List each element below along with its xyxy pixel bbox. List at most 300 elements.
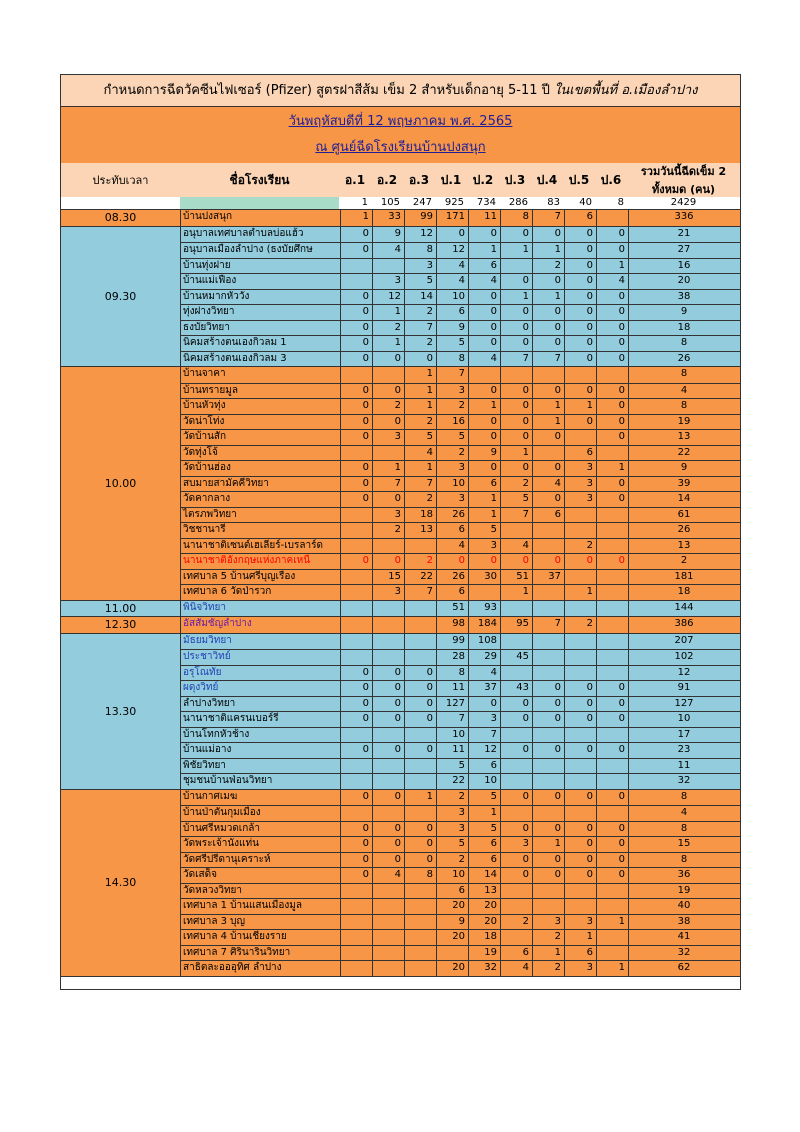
row-total-cell: 20 bbox=[628, 274, 739, 289]
row-total-cell: 8 bbox=[628, 853, 739, 868]
count-cell: 0 bbox=[340, 399, 372, 414]
time-slot-group bbox=[61, 366, 740, 600]
count-cell bbox=[372, 539, 404, 554]
count-cell: 0 bbox=[500, 554, 532, 569]
count-cell bbox=[596, 930, 628, 945]
school-name-cell: เทศบาล 5 บ้านศรีบุญเรือง bbox=[183, 570, 296, 582]
count-cell: 0 bbox=[372, 384, 404, 399]
count-cell: 0 bbox=[596, 290, 628, 305]
count-cell: 0 bbox=[340, 492, 372, 507]
count-cell: 1 bbox=[404, 399, 436, 414]
count-cell: 1 bbox=[404, 367, 436, 383]
count-cell: 10 bbox=[436, 868, 468, 883]
count-cell: 4 bbox=[500, 539, 532, 554]
col-total: รวมวันนี้ฉีดเข็ม 2 ทั้งหมด (คน) bbox=[640, 165, 727, 196]
count-cell: 0 bbox=[436, 554, 468, 569]
count-cell: 1 bbox=[532, 415, 564, 430]
count-cell bbox=[500, 601, 532, 617]
count-cell: 6 bbox=[564, 210, 596, 226]
count-cell bbox=[372, 650, 404, 665]
school-name-cell: ชุมชนบ้านฟ่อนวิทยา bbox=[183, 775, 273, 786]
count-cell: 0 bbox=[500, 399, 532, 414]
school-name-cell: บ้านกาศเมฆ bbox=[183, 790, 238, 802]
row-total-cell: 27 bbox=[628, 243, 739, 258]
count-cell: 5 bbox=[468, 523, 500, 538]
school-name-cell: ผดุงวิทย์ bbox=[183, 682, 219, 693]
count-cell: 4 bbox=[436, 259, 468, 274]
count-cell: 0 bbox=[468, 384, 500, 399]
count-cell bbox=[564, 601, 596, 617]
count-cell bbox=[564, 367, 596, 383]
count-cell: 3 bbox=[436, 806, 468, 821]
count-cell: 2 bbox=[404, 554, 436, 569]
school-name-cell: วัดบ้านสัก bbox=[183, 431, 227, 442]
count-cell: 6 bbox=[468, 759, 500, 774]
row-total-cell: 26 bbox=[628, 352, 739, 367]
count-cell: 1 bbox=[468, 243, 500, 258]
count-cell bbox=[372, 446, 404, 461]
count-cell: 3 bbox=[564, 477, 596, 492]
count-cell bbox=[564, 508, 596, 523]
table-row bbox=[181, 727, 741, 743]
school-name-cell: สาธิตละอออุทิศ ลำปาง bbox=[183, 962, 282, 973]
count-cell: 0 bbox=[372, 712, 404, 727]
table-row bbox=[181, 773, 741, 789]
count-cell: 3 bbox=[372, 585, 404, 600]
count-cell: 7 bbox=[532, 352, 564, 367]
time-slot-label: 08.30 bbox=[61, 210, 181, 226]
count-cell: 0 bbox=[340, 305, 372, 320]
count-cell bbox=[340, 446, 372, 461]
count-cell: 1 bbox=[468, 806, 500, 821]
count-cell: 0 bbox=[596, 477, 628, 492]
count-cell: 0 bbox=[564, 384, 596, 399]
count-cell: 0 bbox=[340, 666, 372, 681]
count-cell: 5 bbox=[436, 336, 468, 351]
table-row bbox=[181, 289, 741, 305]
count-cell: 0 bbox=[564, 305, 596, 320]
count-cell: 18 bbox=[468, 930, 500, 945]
count-cell: 1 bbox=[468, 508, 500, 523]
count-cell: 1 bbox=[500, 446, 532, 461]
count-cell: 4 bbox=[436, 539, 468, 554]
count-cell: 1 bbox=[372, 305, 404, 320]
row-total-cell: 62 bbox=[628, 961, 739, 976]
school-name-cell: วัดเสด็จ bbox=[183, 869, 217, 880]
column-header-row bbox=[61, 163, 740, 197]
count-cell bbox=[532, 523, 564, 538]
count-cell: 0 bbox=[500, 430, 532, 445]
count-cell: 1 bbox=[532, 946, 564, 961]
count-cell: 0 bbox=[596, 868, 628, 883]
count-cell bbox=[372, 259, 404, 274]
count-cell: 7 bbox=[500, 508, 532, 523]
count-cell: 0 bbox=[500, 305, 532, 320]
count-cell: 1 bbox=[468, 492, 500, 507]
count-cell: 0 bbox=[404, 681, 436, 696]
time-slot-label: 11.00 bbox=[61, 601, 181, 617]
count-cell: 2 bbox=[372, 321, 404, 336]
count-cell bbox=[532, 367, 564, 383]
row-total-cell: 4 bbox=[628, 806, 739, 821]
row-total-cell: 11 bbox=[628, 759, 739, 774]
time-slot-label: 12.30 bbox=[61, 617, 181, 633]
count-cell: 4 bbox=[404, 446, 436, 461]
count-cell: 7 bbox=[532, 210, 564, 226]
count-cell bbox=[404, 930, 436, 945]
col-p3: ป.3 bbox=[504, 172, 526, 187]
count-cell bbox=[340, 617, 372, 633]
count-cell: 0 bbox=[468, 321, 500, 336]
count-cell: 5 bbox=[436, 837, 468, 852]
count-cell: 0 bbox=[500, 461, 532, 476]
row-total-cell: 36 bbox=[628, 868, 739, 883]
table-row bbox=[181, 680, 741, 696]
count-cell: 37 bbox=[532, 570, 564, 585]
count-cell bbox=[596, 759, 628, 774]
school-name-cell: วัดคากลาง bbox=[183, 493, 231, 504]
count-cell: 3 bbox=[372, 430, 404, 445]
school-name-cell: วัดน่าโท่ง bbox=[183, 415, 225, 427]
row-total-cell: 39 bbox=[628, 477, 739, 492]
count-cell: 6 bbox=[436, 884, 468, 899]
count-cell: 4 bbox=[372, 868, 404, 883]
count-cell bbox=[404, 774, 436, 789]
count-cell: 2 bbox=[404, 336, 436, 351]
count-cell: 2 bbox=[436, 790, 468, 806]
table-row bbox=[181, 898, 741, 914]
count-cell: 0 bbox=[596, 415, 628, 430]
count-cell: 1 bbox=[532, 290, 564, 305]
count-cell: 1 bbox=[372, 461, 404, 476]
count-cell bbox=[564, 806, 596, 821]
count-cell: 3 bbox=[564, 492, 596, 507]
count-cell bbox=[372, 728, 404, 743]
count-cell: 9 bbox=[468, 446, 500, 461]
count-cell: 8 bbox=[436, 352, 468, 367]
time-slot-group bbox=[61, 600, 740, 617]
count-cell: 10 bbox=[436, 477, 468, 492]
count-cell: 29 bbox=[468, 650, 500, 665]
school-name-cell: อัสสัมชัญลำปาง bbox=[183, 618, 252, 629]
col-p1: ป.1 bbox=[440, 172, 462, 187]
table-row bbox=[181, 538, 741, 554]
table-row bbox=[181, 569, 741, 585]
count-cell: 93 bbox=[468, 601, 500, 617]
count-cell bbox=[404, 899, 436, 914]
count-cell bbox=[404, 601, 436, 617]
row-total-cell: 14 bbox=[628, 492, 739, 507]
school-rows bbox=[181, 601, 741, 617]
count-cell: 0 bbox=[564, 790, 596, 806]
count-cell bbox=[340, 274, 372, 289]
count-cell: 0 bbox=[564, 837, 596, 852]
venue-heading: ณ ศูนย์ฉีดโรงเรียนบ้านปงสนุก bbox=[61, 135, 740, 163]
count-cell: 18 bbox=[404, 508, 436, 523]
count-cell: 0 bbox=[596, 321, 628, 336]
count-cell: 0 bbox=[596, 430, 628, 445]
row-total-cell: 17 bbox=[628, 728, 739, 743]
count-cell bbox=[340, 884, 372, 899]
count-cell: 0 bbox=[564, 274, 596, 289]
count-cell: 0 bbox=[596, 853, 628, 868]
count-cell: 1 bbox=[404, 790, 436, 806]
time-slot-label: 13.30 bbox=[61, 634, 181, 789]
count-cell: 0 bbox=[340, 712, 372, 727]
count-cell: 3 bbox=[564, 961, 596, 976]
count-cell: 2 bbox=[436, 446, 468, 461]
count-cell bbox=[468, 367, 500, 383]
count-cell: 13 bbox=[468, 884, 500, 899]
count-cell: 6 bbox=[500, 946, 532, 961]
count-cell: 0 bbox=[404, 697, 436, 712]
count-cell bbox=[596, 446, 628, 461]
school-rows bbox=[181, 617, 741, 633]
count-cell: 0 bbox=[340, 697, 372, 712]
count-cell: 2 bbox=[372, 523, 404, 538]
count-cell: 6 bbox=[468, 477, 500, 492]
row-total-cell: 41 bbox=[628, 930, 739, 945]
count-cell: 184 bbox=[468, 617, 500, 633]
count-cell: 0 bbox=[340, 477, 372, 492]
count-cell: 0 bbox=[532, 321, 564, 336]
count-cell: 0 bbox=[468, 227, 500, 243]
count-cell: 0 bbox=[468, 415, 500, 430]
school-rows bbox=[181, 227, 741, 367]
table-row bbox=[181, 883, 741, 899]
school-name-cell: นานาชาติอังกฤษแห่งภาคเหนื bbox=[183, 555, 311, 566]
count-cell: 0 bbox=[532, 697, 564, 712]
count-cell: 0 bbox=[468, 290, 500, 305]
count-cell: 0 bbox=[532, 822, 564, 837]
school-name-cell: ทุ่งฝางวิทยา bbox=[183, 306, 235, 317]
count-cell bbox=[500, 884, 532, 899]
count-cell: 0 bbox=[404, 352, 436, 367]
count-cell bbox=[596, 899, 628, 914]
count-cell: 2 bbox=[372, 399, 404, 414]
row-total-cell: 32 bbox=[628, 946, 739, 961]
school-name-cell: อนุบาลเมืองลำปาง (ธงบัยศึกษ bbox=[183, 244, 313, 255]
count-cell bbox=[596, 634, 628, 650]
count-cell bbox=[372, 367, 404, 383]
col-school: ชื่อโรงเรียน bbox=[229, 172, 290, 187]
count-cell: 1 bbox=[404, 461, 436, 476]
count-cell bbox=[340, 367, 372, 383]
count-cell: 0 bbox=[468, 430, 500, 445]
count-cell bbox=[564, 634, 596, 650]
school-rows bbox=[181, 210, 741, 226]
count-cell: 0 bbox=[532, 384, 564, 399]
count-cell bbox=[372, 601, 404, 617]
count-cell: 1 bbox=[404, 384, 436, 399]
count-cell: 0 bbox=[500, 790, 532, 806]
count-cell: 5 bbox=[500, 492, 532, 507]
count-cell: 1 bbox=[532, 399, 564, 414]
table-row bbox=[181, 210, 741, 226]
school-name-cell: พิชัยวิทยา bbox=[183, 759, 226, 771]
count-cell: 3 bbox=[564, 915, 596, 930]
count-cell: 0 bbox=[340, 853, 372, 868]
time-slot-group bbox=[61, 616, 740, 633]
count-cell bbox=[340, 650, 372, 665]
count-cell: 5 bbox=[436, 759, 468, 774]
count-cell bbox=[404, 617, 436, 633]
count-cell bbox=[340, 601, 372, 617]
title-main: กำหนดการฉีดวัคซีนไฟเซอร์ (Pfizer) สูตรฝาสีส้ม เข็ม 2 สำหรับเด็กอายุ 5-11 ปี bbox=[103, 83, 555, 98]
count-cell: 0 bbox=[340, 822, 372, 837]
row-total-cell: 102 bbox=[628, 650, 739, 665]
count-cell: 3 bbox=[372, 274, 404, 289]
count-cell bbox=[500, 634, 532, 650]
count-cell: 16 bbox=[436, 415, 468, 430]
count-cell: 51 bbox=[436, 601, 468, 617]
count-cell: 7 bbox=[468, 728, 500, 743]
date-heading: วันพฤหัสบดีที่ 12 พฤษภาคม พ.ศ. 2565 bbox=[61, 107, 740, 135]
count-cell: 20 bbox=[436, 899, 468, 914]
count-cell: 108 bbox=[468, 634, 500, 650]
count-cell: 9 bbox=[436, 915, 468, 930]
count-cell bbox=[500, 666, 532, 681]
count-cell: 3 bbox=[500, 837, 532, 852]
count-cell: 0 bbox=[372, 822, 404, 837]
count-cell: 2 bbox=[532, 961, 564, 976]
count-cell: 0 bbox=[532, 492, 564, 507]
count-cell bbox=[596, 666, 628, 681]
count-cell: 0 bbox=[564, 681, 596, 696]
total-a1: 1 bbox=[361, 197, 368, 208]
count-cell: 0 bbox=[340, 868, 372, 883]
count-cell: 0 bbox=[340, 243, 372, 258]
table-row bbox=[181, 242, 741, 258]
count-cell bbox=[596, 585, 628, 600]
count-cell: 0 bbox=[404, 853, 436, 868]
count-cell: 6 bbox=[532, 508, 564, 523]
count-cell: 19 bbox=[468, 946, 500, 961]
count-cell: 15 bbox=[372, 570, 404, 585]
count-cell bbox=[596, 601, 628, 617]
table-row bbox=[181, 398, 741, 414]
schedule-table-body bbox=[61, 209, 740, 976]
count-cell: 0 bbox=[564, 243, 596, 258]
school-name-cell: พินิจวิทยา bbox=[183, 601, 226, 613]
count-cell: 2 bbox=[436, 399, 468, 414]
count-cell: 0 bbox=[372, 554, 404, 569]
school-name-cell: ลำปางวิทยา bbox=[183, 697, 236, 709]
count-cell bbox=[340, 570, 372, 585]
count-cell: 1 bbox=[532, 243, 564, 258]
school-name-cell: บ้านทรายมูล bbox=[183, 384, 238, 396]
time-slot-label: 14.30 bbox=[61, 790, 181, 976]
count-cell: 0 bbox=[596, 492, 628, 507]
count-cell: 6 bbox=[436, 305, 468, 320]
count-cell: 0 bbox=[372, 837, 404, 852]
count-cell: 99 bbox=[404, 210, 436, 226]
count-cell: 8 bbox=[500, 210, 532, 226]
count-cell: 3 bbox=[436, 822, 468, 837]
count-cell: 2 bbox=[532, 930, 564, 945]
row-total-cell: 336 bbox=[628, 210, 739, 226]
count-cell bbox=[404, 728, 436, 743]
count-cell bbox=[532, 666, 564, 681]
count-cell: 0 bbox=[532, 430, 564, 445]
count-cell bbox=[532, 884, 564, 899]
count-cell: 1 bbox=[372, 336, 404, 351]
count-cell: 0 bbox=[372, 352, 404, 367]
count-cell: 7 bbox=[500, 352, 532, 367]
table-footer-row bbox=[61, 976, 740, 989]
count-cell: 0 bbox=[596, 743, 628, 758]
count-cell: 0 bbox=[564, 853, 596, 868]
col-time: ประทับเวลา bbox=[92, 174, 149, 187]
row-total-cell: 8 bbox=[628, 336, 739, 351]
col-a3: อ.3 bbox=[408, 172, 430, 187]
count-cell: 30 bbox=[468, 570, 500, 585]
table-row bbox=[181, 335, 741, 351]
school-name-cell: บ้านแม่อาง bbox=[183, 744, 232, 755]
count-cell: 0 bbox=[532, 868, 564, 883]
count-cell: 0 bbox=[500, 868, 532, 883]
count-cell: 4 bbox=[532, 477, 564, 492]
row-total-cell: 21 bbox=[628, 227, 739, 243]
table-row bbox=[181, 960, 741, 976]
table-row bbox=[181, 304, 741, 320]
row-total-cell: 10 bbox=[628, 712, 739, 727]
count-cell: 0 bbox=[340, 430, 372, 445]
count-cell: 1 bbox=[532, 837, 564, 852]
count-cell: 0 bbox=[564, 321, 596, 336]
school-name-cell: บ้านป่าตันกุมเมือง bbox=[183, 807, 261, 818]
count-cell: 5 bbox=[436, 430, 468, 445]
count-cell: 0 bbox=[596, 697, 628, 712]
school-name-cell: บ้านปงสนุก bbox=[183, 211, 233, 222]
count-cell: 0 bbox=[532, 227, 564, 243]
count-cell: 2 bbox=[564, 617, 596, 633]
count-cell: 8 bbox=[404, 243, 436, 258]
count-cell: 6 bbox=[436, 523, 468, 538]
count-cell: 2 bbox=[404, 305, 436, 320]
count-cell: 12 bbox=[468, 743, 500, 758]
count-cell bbox=[564, 774, 596, 789]
row-total-cell: 127 bbox=[628, 697, 739, 712]
count-cell bbox=[564, 570, 596, 585]
row-total-cell: 18 bbox=[628, 585, 739, 600]
count-cell bbox=[436, 946, 468, 961]
count-cell: 11 bbox=[468, 210, 500, 226]
count-cell: 0 bbox=[468, 461, 500, 476]
count-cell bbox=[564, 759, 596, 774]
count-cell: 0 bbox=[564, 743, 596, 758]
count-cell bbox=[532, 601, 564, 617]
table-row bbox=[181, 758, 741, 774]
count-cell: 0 bbox=[596, 712, 628, 727]
count-cell bbox=[372, 915, 404, 930]
school-name-cell: อรุโณทัย bbox=[183, 666, 222, 678]
time-slot-label: 09.30 bbox=[61, 227, 181, 367]
school-name-cell: บ้านจาคา bbox=[183, 368, 226, 379]
table-row bbox=[181, 790, 741, 806]
total-p5: 40 bbox=[579, 197, 592, 208]
count-cell: 37 bbox=[468, 681, 500, 696]
count-cell: 0 bbox=[404, 712, 436, 727]
count-cell bbox=[468, 585, 500, 600]
count-cell: 0 bbox=[532, 790, 564, 806]
count-cell: 0 bbox=[340, 743, 372, 758]
total-p3: 286 bbox=[508, 197, 528, 208]
row-total-cell: 18 bbox=[628, 321, 739, 336]
count-cell: 0 bbox=[340, 227, 372, 243]
count-cell bbox=[372, 884, 404, 899]
count-cell: 3 bbox=[372, 508, 404, 523]
